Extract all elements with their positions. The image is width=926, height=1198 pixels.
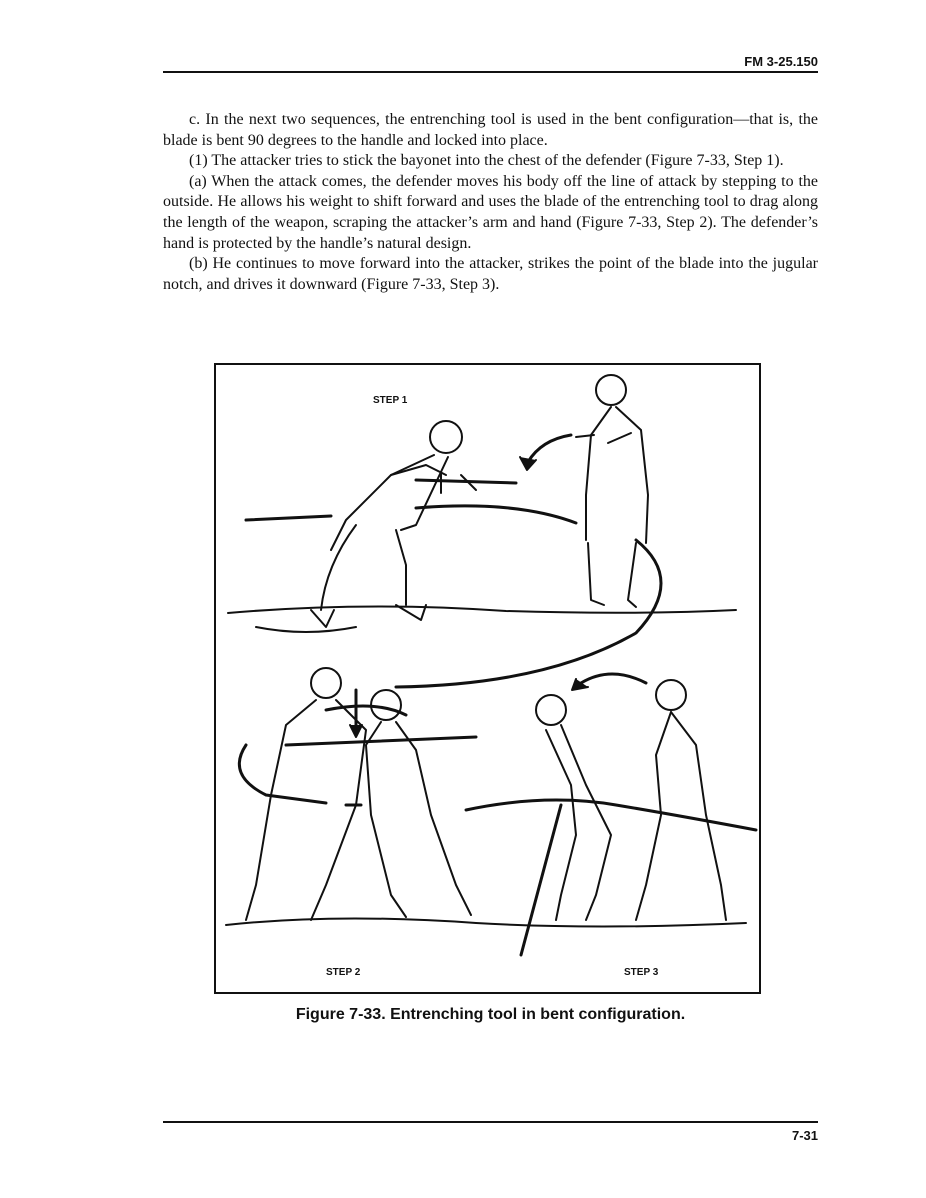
- step-2-label: STEP 2: [326, 967, 361, 978]
- figure-caption: Figure 7-33. Entrenching tool in bent configuration.: [295, 1006, 686, 1023]
- figure-illustration: [214, 363, 761, 994]
- header-rule: [163, 71, 818, 73]
- footer-rule: [163, 1121, 818, 1123]
- paragraph-a: (a) When the attack comes, the defender moves his body off the line of attack by stepping to the outside. He allows his weight to shift forward and uses the blade of the entrenching tool to drag along the length of the weapon, scraping the attacker’s arm and hand (Figure 7-33, Step 2). The defender’s hand is protected by the handle’s natural design.: [163, 172, 818, 252]
- step-1-label: STEP 1: [373, 395, 408, 406]
- header-manual-code: FM 3-25.150: [744, 54, 818, 69]
- combat-sequence-drawing: [216, 365, 761, 994]
- paragraph-c: c. In the next two sequences, the entrenching tool is used in the bent configuration—that is, the blade is bent 90 degrees to the handle and locked into place.: [163, 111, 818, 149]
- body-text: [163, 110, 818, 295]
- paragraph-1: (1) The attacker tries to stick the bayonet into the chest of the defender (Figure 7-33, Step 1).: [189, 152, 784, 170]
- page-number: 7-31: [791, 1128, 818, 1143]
- step-3-label: STEP 3: [624, 967, 659, 978]
- paragraph-b: (b) He continues to move forward into the attacker, strikes the point of the blade into the jugular notch, and drives it downward (Figure 7-33, Step 3).: [163, 255, 818, 293]
